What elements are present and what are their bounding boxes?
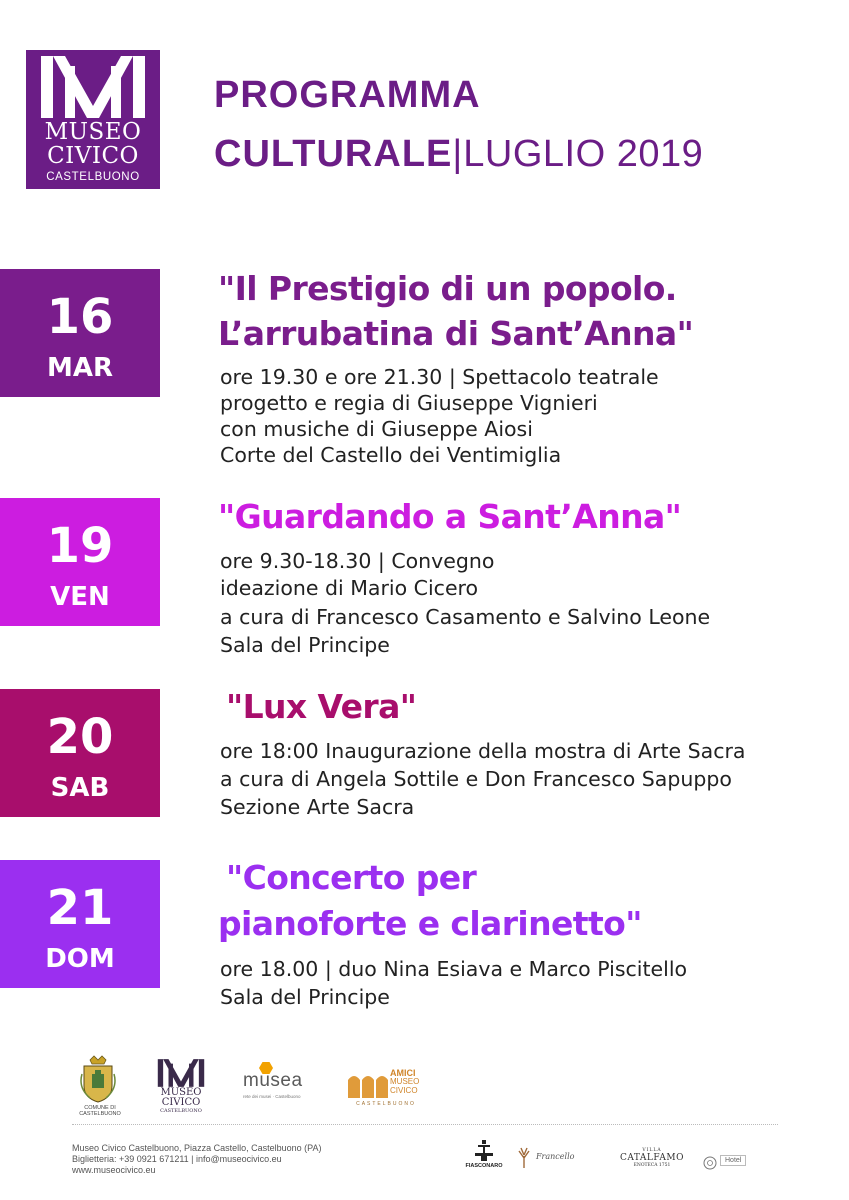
villa-line2: CATALFAMO (620, 1153, 684, 1163)
title-month: LUGLIO 2019 (463, 133, 704, 175)
event-title-line: L’arrubatina di Sant’Anna" (218, 314, 694, 353)
francello-tree-icon (516, 1146, 532, 1168)
amici-line4: CASTELBUONO (356, 1101, 416, 1107)
comune-crest-icon (80, 1054, 116, 1104)
page-title-line1: PROGRAMMA (214, 74, 481, 116)
fiasconaro-fountain-icon (472, 1138, 496, 1162)
event-detail: Corte del Castello dei Ventimiglia (220, 443, 562, 467)
event-title-line: "Lux Vera" (226, 687, 417, 726)
event-title-line: "Il Prestigio di un popolo. (218, 269, 677, 308)
event-title-line: pianoforte e clarinetto" (218, 904, 642, 943)
title-culturale: CULTURALE (214, 133, 453, 175)
date-box-19 (0, 498, 160, 626)
event-detail: progetto e regia di Giuseppe Vignieri (220, 391, 598, 415)
musea-tagline-line1: rete dei musei · Castelbuono (243, 1094, 301, 1099)
date-day: 16 (46, 289, 114, 345)
event-detail: ideazione di Mario Cicero (220, 576, 479, 600)
event-detail: a cura di Angela Sottile e Don Francesco Sapuppo (220, 767, 732, 791)
event-title-line: "Concerto per (226, 858, 477, 897)
footer-website: www.museocivico.eu (72, 1165, 156, 1175)
logo-museo-text: MUSEO (44, 119, 142, 145)
date-weekday: SAB (50, 773, 110, 803)
date-day: 19 (46, 518, 114, 574)
event-detail: ore 19.30 e ore 21.30 | Spettacolo teatrale (220, 365, 659, 389)
museo-small-line3: CASTELBUONO (160, 1108, 202, 1114)
logo-civico-text: CIVICO (47, 143, 139, 169)
museo-small-label (150, 1088, 212, 1114)
date-box-20 (0, 689, 160, 817)
date-weekday: MAR (46, 353, 113, 383)
amici-line1: AMICI (390, 1068, 416, 1078)
amici-label (390, 1069, 419, 1095)
hotel-emblem-icon (703, 1156, 717, 1170)
footer-divider (72, 1124, 778, 1125)
event-title-line: "Guardando a Sant’Anna" (218, 497, 682, 536)
date-box-21 (0, 860, 160, 988)
musea-tagline (243, 1094, 323, 1099)
villa-catalfamo-logo (612, 1148, 692, 1168)
event-detail: ore 18:00 Inaugurazione della mostra di Arte Sacra (220, 739, 746, 763)
date-weekday: DOM (45, 944, 115, 974)
date-weekday: VEN (50, 582, 110, 612)
museo-small-line2: CIVICO (161, 1097, 201, 1108)
villa-line1: VILLA (642, 1148, 662, 1153)
footer-contacts: Biglietteria: +39 0921 671211 | info@museocivico.eu (72, 1154, 282, 1164)
event-detail: a cura di Francesco Casamento e Salvino Leone (220, 605, 711, 629)
event-detail: Sala del Principe (220, 985, 390, 1009)
museo-logo-mark-icon (37, 54, 149, 120)
villa-line3: ENOTECA 1751 (633, 1163, 671, 1168)
comune-label (74, 1105, 126, 1117)
event-detail: Sezione Arte Sacra (220, 795, 415, 819)
comune-label-line1: COMUNE DI (84, 1105, 116, 1111)
francello-label: Francello (536, 1152, 575, 1161)
amici-line2: MUSEO (390, 1077, 420, 1086)
title-separator: | (452, 133, 464, 175)
comune-label-line2: CASTELBUONO (79, 1111, 121, 1117)
amici-line3: CIVICO (390, 1085, 418, 1095)
event-detail: ore 9.30-18.30 | Convegno (220, 549, 495, 573)
date-day: 20 (46, 709, 114, 765)
event-detail: Sala del Principe (220, 633, 390, 657)
hotel-label: Hotel (720, 1155, 746, 1166)
amici-arches-icon (348, 1072, 388, 1098)
footer-address: Museo Civico Castelbuono, Piazza Castello, Castelbuono (PA) (72, 1143, 322, 1153)
date-day: 21 (46, 880, 114, 936)
logo-castelbuono-text: CASTELBUONO (46, 171, 140, 183)
date-box-16 (0, 269, 160, 397)
museo-small-logo-icon (156, 1058, 206, 1088)
event-detail: con musiche di Giuseppe Aiosi (220, 417, 533, 441)
event-detail: ore 18.00 | duo Nina Esiava e Marco Piscitello (220, 957, 688, 981)
page-title-line2 (214, 132, 703, 176)
musea-logo-text: musea (243, 1070, 303, 1091)
fiasconaro-label: FIASCONARO (465, 1163, 503, 1169)
museo-small-line1: MUSEO (160, 1087, 202, 1098)
